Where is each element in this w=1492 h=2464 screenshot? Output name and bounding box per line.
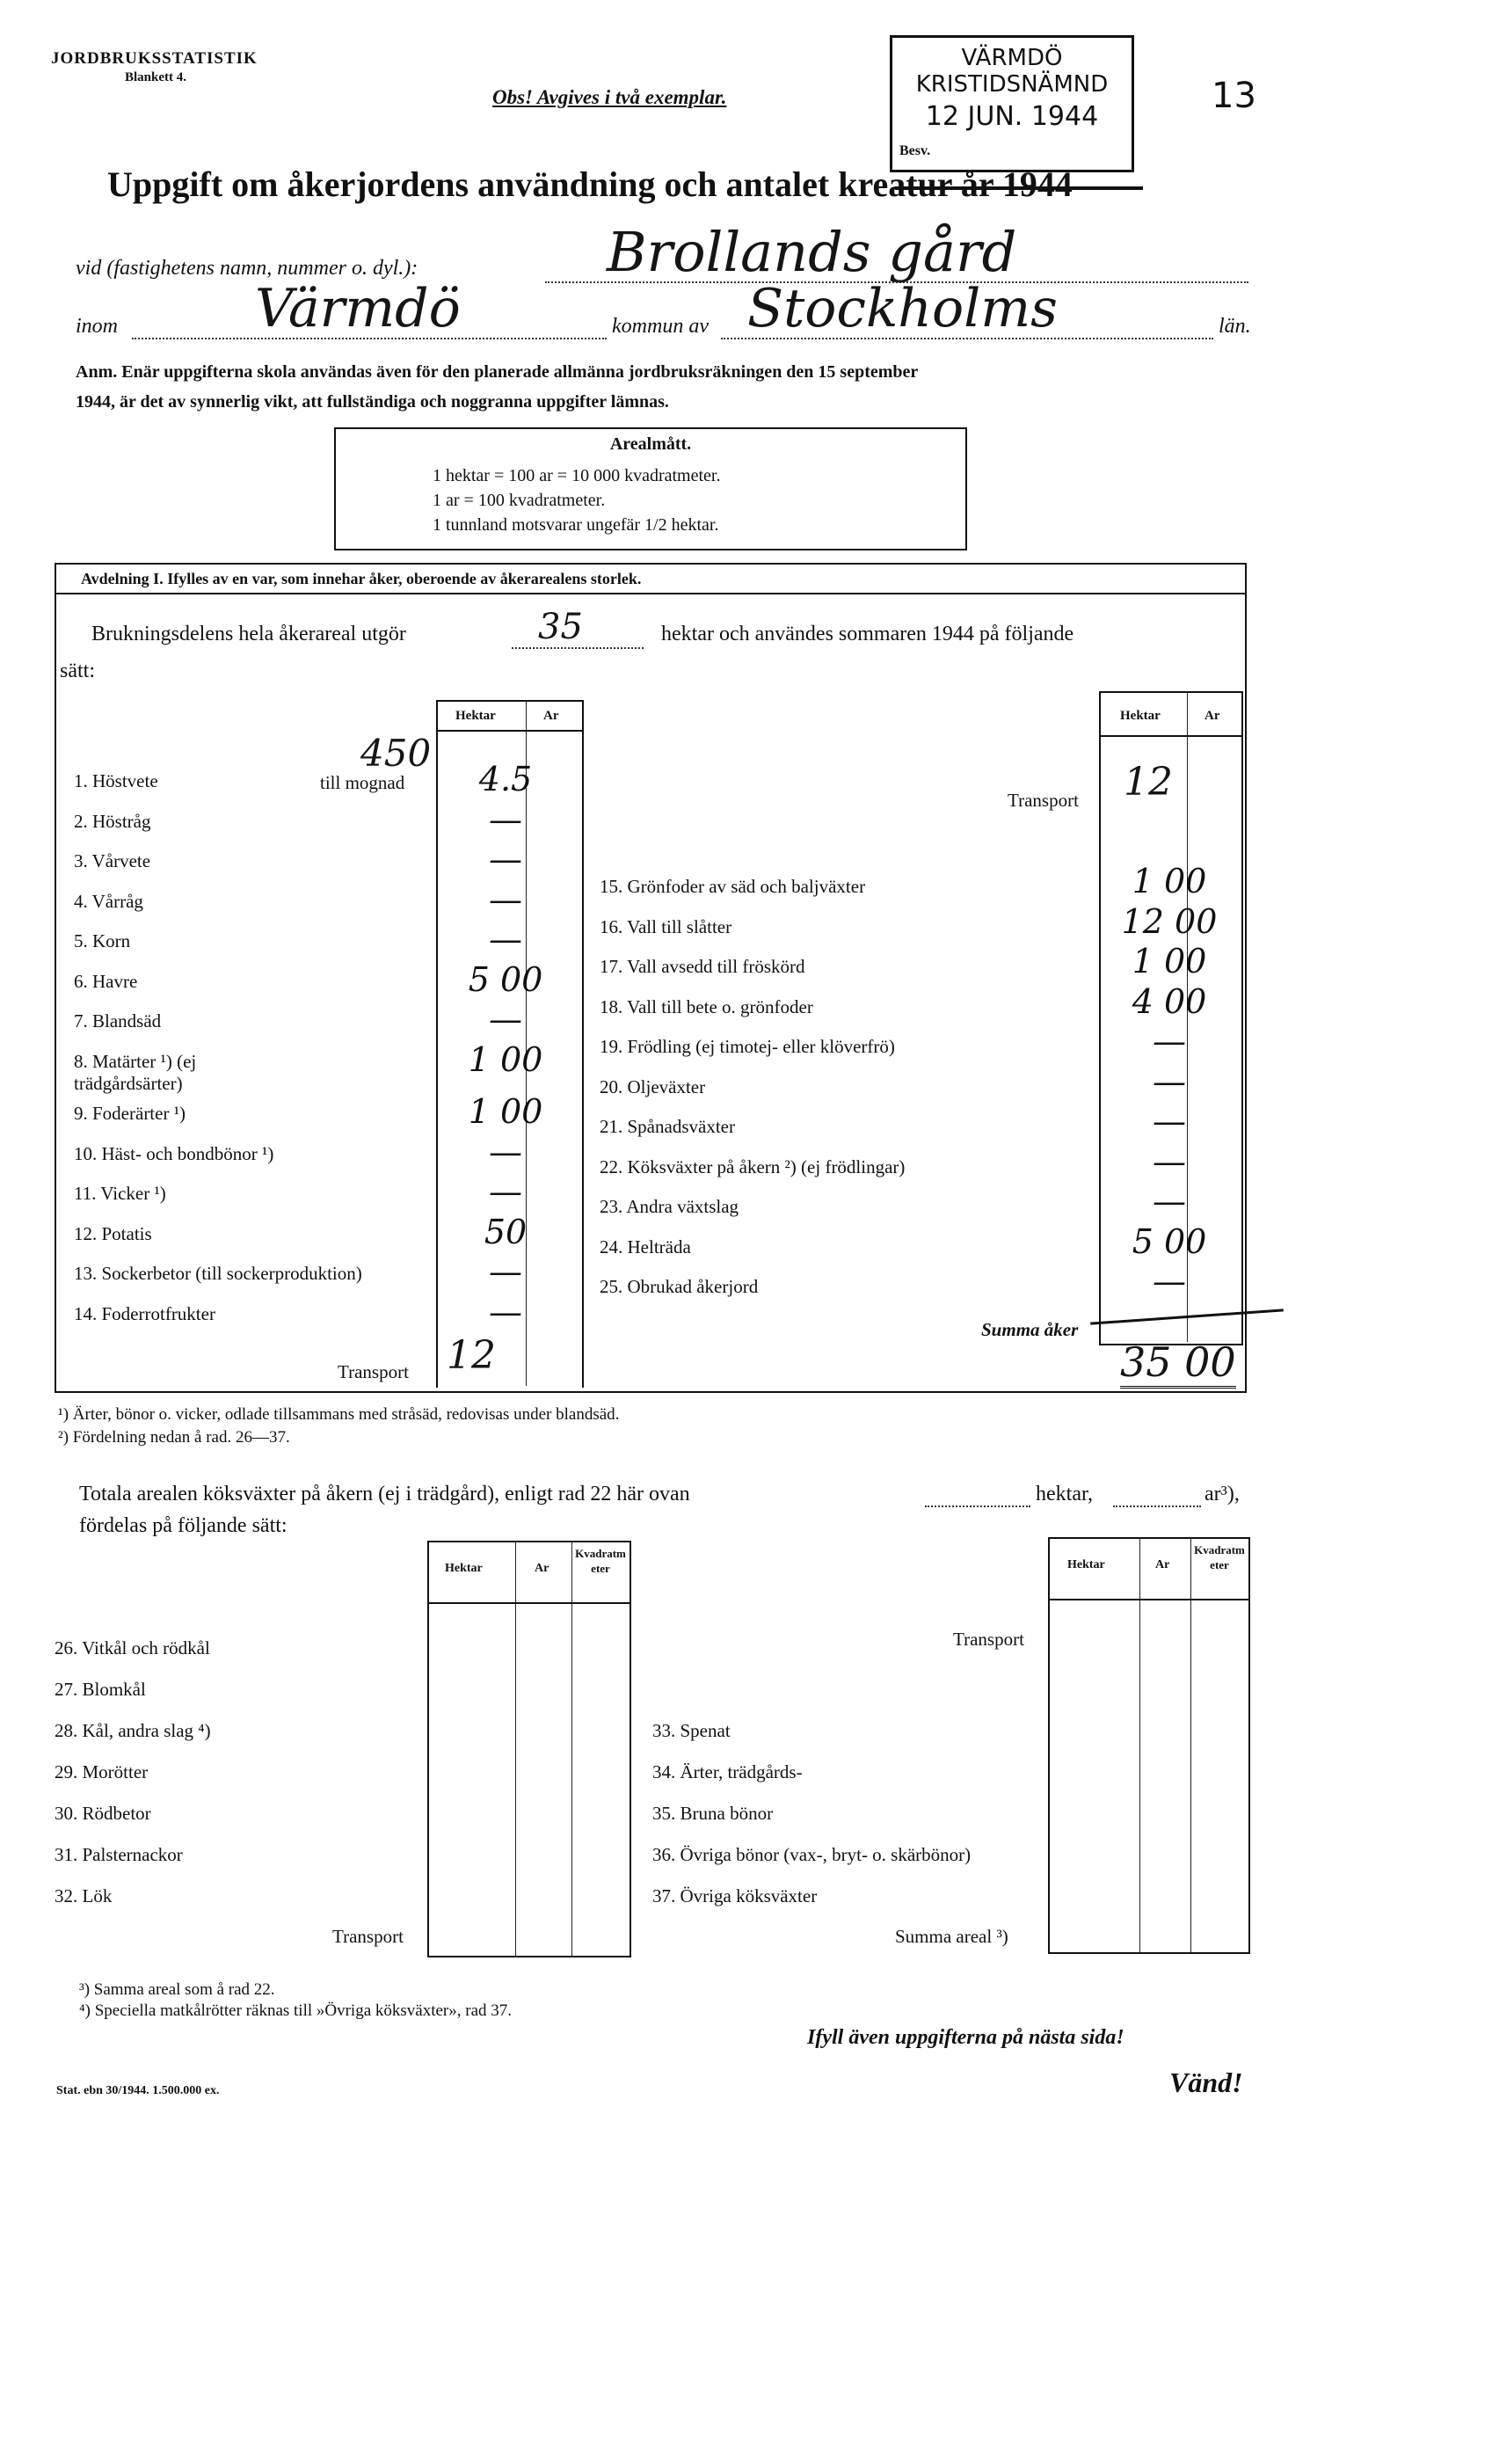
right-row-value[interactable]: — bbox=[1153, 1061, 1186, 1101]
inom-value[interactable]: Värmdö bbox=[255, 278, 461, 339]
stamp-line1: VÄRMDÖ bbox=[961, 45, 1063, 71]
s2-right-row-label: 35. Bruna bönor bbox=[652, 1803, 774, 1824]
main-title-year: 1944 bbox=[1001, 164, 1073, 204]
right-transport-value[interactable]: 12 bbox=[1124, 760, 1173, 805]
arealmatt-line3: 1 tunnland motsvarar ungefär 1/2 hektar. bbox=[433, 515, 719, 535]
vid-value[interactable]: Brollands gård bbox=[607, 220, 1017, 284]
s2-right-transport: Transport bbox=[953, 1629, 1024, 1650]
right-row-label: 19. Frödling (ej timotej- eller klöverfrö) bbox=[600, 1036, 895, 1057]
right-row-value[interactable]: — bbox=[1153, 1141, 1186, 1181]
right-col-ar: Ar bbox=[1205, 709, 1220, 723]
right-row-value[interactable]: 5 00 bbox=[1132, 1221, 1207, 1261]
right-row-label: 16. Vall till slåtter bbox=[600, 915, 732, 937]
arealmatt-title: Arealmått. bbox=[609, 434, 692, 454]
left-col-ar: Ar bbox=[543, 709, 559, 723]
right-row-value[interactable]: — bbox=[1153, 1102, 1186, 1141]
left-row-label: 8. Matärter ¹) (ej trädgårdsärter) bbox=[74, 1050, 197, 1094]
left-row-label: 6. Havre bbox=[74, 970, 138, 992]
section1-header-divider bbox=[55, 593, 1245, 594]
left-transport-value[interactable]: 12 bbox=[447, 1333, 496, 1378]
section1-header: Avdelning I. Ifylles av en var, som innehar åker, oberoende av åkerarealens storlek. bbox=[81, 570, 642, 587]
lan-label: län. bbox=[1219, 315, 1251, 338]
s2-left-col-kvm: Kvadratmeter bbox=[575, 1547, 626, 1575]
left-row-value[interactable]: — bbox=[489, 1132, 522, 1171]
page-number: 13 bbox=[1212, 76, 1256, 116]
left-row-label: 4. Vårråg bbox=[74, 890, 143, 912]
ifyll-note: Ifyll även uppgifterna på nästa sida! bbox=[807, 2026, 1124, 2049]
s2-left-row-label: 28. Kål, andra slag ⁴) bbox=[55, 1720, 211, 1741]
left-row-label: 5. Korn bbox=[74, 930, 131, 951]
form-number: Blankett 4. bbox=[125, 70, 187, 84]
section1-intro-b: hektar och användes sommaren 1944 på följande bbox=[661, 623, 1074, 645]
kommun-label: kommun av bbox=[612, 315, 709, 338]
s2-right-row-label: 36. Övriga bönor (vax-, bryt- o. skärbönor) bbox=[652, 1844, 972, 1865]
till-mognad: till mognad bbox=[320, 772, 405, 793]
vand-note: Vänd! bbox=[1169, 2067, 1243, 2098]
right-row-value[interactable]: — bbox=[1153, 1022, 1186, 1061]
anm-line1: Anm. Enär uppgifterna skola användas även för den planerade allmänna jordbruksräkningen den 15 september bbox=[76, 362, 919, 382]
s2-left-row-label: 27. Blomkål bbox=[55, 1679, 146, 1700]
left-row-value[interactable]: — bbox=[489, 879, 522, 919]
right-row-label: 21. Spånadsväxter bbox=[600, 1116, 735, 1137]
kristidsnamnd-stamp bbox=[890, 35, 1134, 172]
right-row-value[interactable]: — bbox=[1153, 1182, 1186, 1221]
s2-left-row-label: 29. Morötter bbox=[55, 1761, 149, 1782]
arealmatt-box bbox=[334, 427, 967, 550]
print-info: Stat. ebn 30/1944. 1.500.000 ex. bbox=[56, 2084, 220, 2097]
right-row-label: 20. Oljeväxter bbox=[600, 1075, 706, 1097]
section2-intro-b: fördelas på följande sätt: bbox=[79, 1514, 287, 1537]
s2-right-col-hektar: Hektar bbox=[1067, 1558, 1105, 1571]
left-row-value[interactable]: 5 00 bbox=[468, 959, 543, 999]
s2-left-header-line bbox=[427, 1602, 630, 1604]
strikethrough-line bbox=[895, 186, 1143, 190]
right-row-value[interactable]: 1 00 bbox=[1132, 942, 1207, 980]
right-row-value[interactable]: — bbox=[1153, 1262, 1186, 1301]
s2-left-transport: Transport bbox=[332, 1926, 404, 1947]
right-row-label: 22. Köksväxter på åkern ²) (ej frödlingar) bbox=[600, 1155, 906, 1177]
left-row-value[interactable]: — bbox=[489, 1172, 522, 1211]
footnote1: ¹) Ärter, bönor o. vicker, odlade tillsammans med stråsäd, redovisas under blandsäd. bbox=[58, 1405, 620, 1424]
inom-label: inom bbox=[76, 315, 118, 338]
form-series-title: JORDBRUKSSTATISTIK bbox=[51, 49, 258, 68]
right-row-label: 24. Helträda bbox=[600, 1236, 691, 1258]
right-transport-label: Transport bbox=[1008, 790, 1079, 811]
kommun-value[interactable]: Stockholms bbox=[747, 278, 1058, 339]
s2-left-row-label: 26. Vitkål och rödkål bbox=[55, 1637, 210, 1658]
right-row-label: 17. Vall avsedd till fröskörd bbox=[600, 956, 805, 977]
left-row-label: 9. Foderärter ¹) bbox=[74, 1103, 186, 1124]
section1-intro-a: Brukningsdelens hela åkerareal utgör bbox=[91, 623, 406, 645]
s2-right-header-line bbox=[1048, 1599, 1248, 1600]
vid-label: vid (fastighetens namn, nummer o. dyl.): bbox=[76, 257, 418, 280]
left-row-label: 11. Vicker ¹) bbox=[74, 1183, 166, 1204]
section1-intro-c: sätt: bbox=[60, 660, 95, 682]
right-row-value[interactable]: 4 00 bbox=[1132, 981, 1207, 1021]
main-title-text: Uppgift om åkerjordens användning och antalet kreatur år bbox=[107, 164, 993, 204]
left-row-value[interactable]: — bbox=[489, 840, 522, 878]
left-row-value[interactable]: — bbox=[489, 799, 522, 839]
left-row-label: 3. Vårvete bbox=[74, 850, 151, 871]
section2-hektar-line bbox=[925, 1505, 1030, 1507]
left-grid-header-line bbox=[436, 730, 582, 732]
section2-intro-a: Totala arealen köksväxter på åkern (ej i trädgård), enligt rad 22 här ovan bbox=[79, 1483, 690, 1505]
right-row-value[interactable]: 12 00 bbox=[1121, 901, 1218, 941]
section2-ar-line bbox=[1113, 1505, 1201, 1507]
main-title bbox=[107, 164, 1073, 205]
left-row-value[interactable]: — bbox=[489, 1252, 522, 1291]
left-row-value[interactable]: 1 00 bbox=[468, 1092, 543, 1131]
left-row-label: 7. Blandsäd bbox=[74, 1010, 162, 1032]
arealmatt-line1: 1 hektar = 100 ar = 10 000 kvadratmeter. bbox=[433, 466, 721, 485]
note-450: 450 bbox=[360, 732, 432, 775]
s2-left-row-label: 32. Lök bbox=[55, 1885, 113, 1906]
left-row-value[interactable]: 1 00 bbox=[468, 1039, 543, 1079]
arealmatt-line2: 1 ar = 100 kvadratmeter. bbox=[433, 491, 606, 510]
footnote3: ³) Samma areal som å rad 22. bbox=[79, 1980, 275, 1999]
s2-left-row-label: 31. Palsternackor bbox=[55, 1844, 183, 1865]
left-col-hektar: Hektar bbox=[455, 709, 496, 723]
s2-right-row-label: 33. Spenat bbox=[652, 1720, 731, 1741]
left-row-value[interactable]: 50 bbox=[484, 1212, 528, 1251]
left-transport-label: Transport bbox=[338, 1361, 409, 1382]
anm-line2: 1944, är det av synnerlig vikt, att fullständiga och noggranna uppgifter lämnas. bbox=[76, 392, 669, 412]
s2-left-row-label: 30. Rödbetor bbox=[55, 1803, 151, 1824]
intro-area-line bbox=[512, 647, 644, 649]
right-grid-header-line bbox=[1099, 735, 1241, 737]
right-row-label: 18. Vall till bete o. grönfoder bbox=[600, 995, 813, 1017]
s2-right-col-kvm: Kvadratmeter bbox=[1194, 1543, 1245, 1571]
section2-intro-hektar: hektar, bbox=[1036, 1483, 1094, 1505]
footnote2: ²) Fördelning nedan å rad. 26—37. bbox=[58, 1428, 290, 1447]
left-row-label: 10. Häst- och bondbönor ¹) bbox=[74, 1142, 274, 1164]
left-row-value[interactable]: — bbox=[489, 1292, 522, 1331]
left-row-value[interactable]: — bbox=[489, 920, 522, 959]
stamp-line2: KRISTIDSNÄMND bbox=[915, 71, 1109, 98]
stamp-date: 12 JUN. 1944 bbox=[925, 101, 1099, 132]
left-row-label: 12. Potatis bbox=[74, 1222, 152, 1244]
s2-right-row-label: 34. Ärter, trädgårds- bbox=[652, 1761, 803, 1782]
left-row-label: 1. Höstvete bbox=[74, 770, 158, 791]
s2-left-col-hektar: Hektar bbox=[445, 1562, 483, 1575]
obs-note: Obs! Avgives i två exemplar. bbox=[492, 86, 727, 108]
stamp-besv-label: Besv. bbox=[899, 143, 931, 158]
right-row-label: 23. Andra växtslag bbox=[600, 1196, 739, 1217]
right-row-label: 15. Grönfoder av säd och baljväxter bbox=[600, 876, 866, 897]
summa-aker-value[interactable]: 35 00 bbox=[1120, 1338, 1236, 1389]
left-row-label: 14. Foderrotfrukter bbox=[74, 1302, 215, 1324]
left-row-value[interactable]: 4.5 bbox=[478, 760, 533, 798]
left-row-label: 2. Höstråg bbox=[74, 810, 151, 832]
s2-left-col-ar: Ar bbox=[535, 1562, 549, 1575]
left-row-label: 13. Sockerbetor (till sockerproduktion) bbox=[74, 1263, 362, 1284]
left-row-value[interactable]: — bbox=[489, 1000, 522, 1039]
section2-intro-ar: ar³), bbox=[1205, 1483, 1240, 1505]
s2-right-row-label: 37. Övriga köksväxter bbox=[652, 1885, 818, 1906]
right-col-hektar: Hektar bbox=[1120, 709, 1161, 723]
intro-area-value[interactable]: 35 bbox=[538, 607, 583, 647]
right-row-label: 25. Obrukad åkerjord bbox=[600, 1276, 759, 1297]
footnote4: ⁴) Speciella matkålrötter räknas till »Övriga köksväxter», rad 37. bbox=[79, 2001, 513, 2020]
s2-summa: Summa areal ³) bbox=[895, 1926, 1008, 1947]
right-row-value[interactable]: 1 00 bbox=[1132, 862, 1207, 900]
summa-aker-label: Summa åker bbox=[981, 1319, 1079, 1340]
s2-right-col-ar: Ar bbox=[1155, 1558, 1170, 1571]
